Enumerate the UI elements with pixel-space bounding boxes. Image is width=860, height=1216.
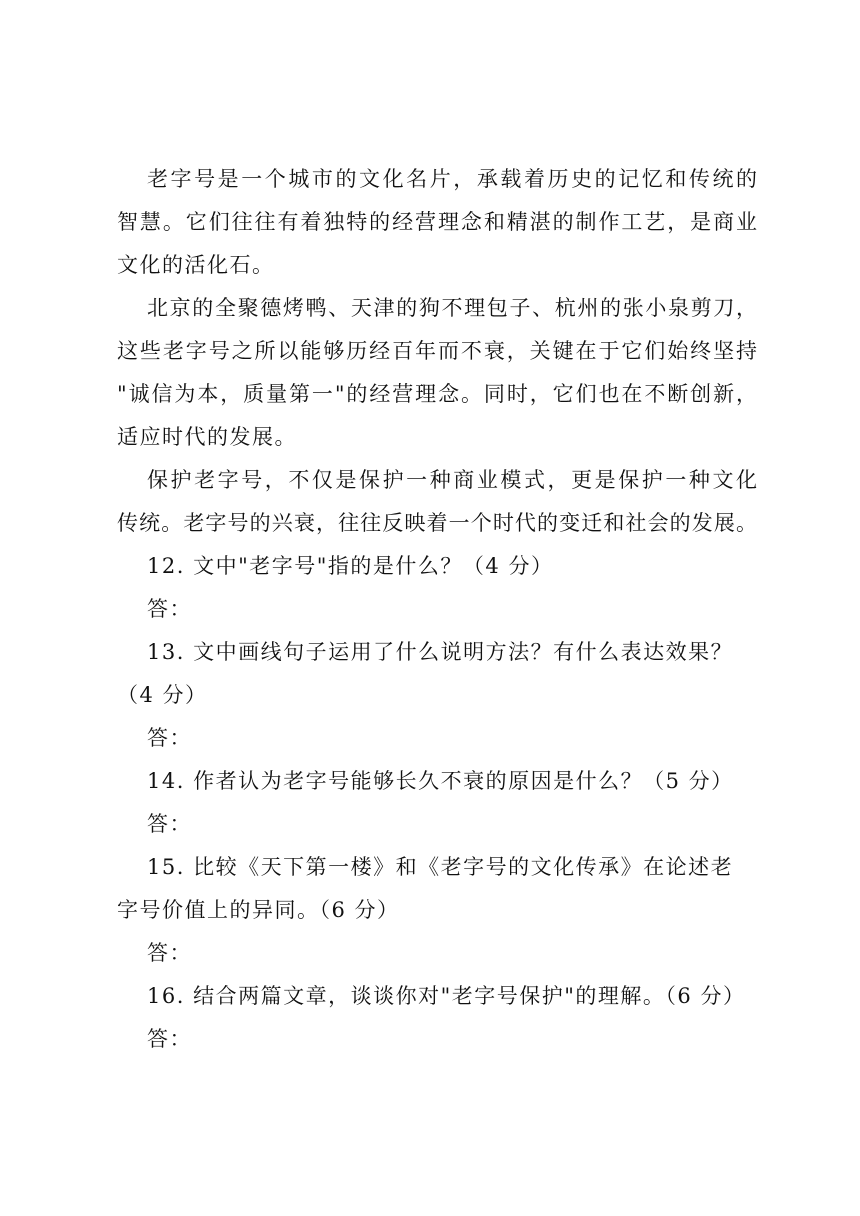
answer-label: 答： <box>147 941 192 965</box>
passage-line: 适应时代的发展。 <box>117 425 297 449</box>
question-number: 16. <box>147 984 185 1008</box>
passage-line: 北京的全聚德烤鸭、天津的狗不理包子、杭州的张小泉剪刀， <box>147 296 757 320</box>
question-text: 比较《天下第一楼》和《老字号的文化传承》在论述老 <box>193 855 734 879</box>
question-line <box>117 846 757 889</box>
question-12 <box>117 545 757 631</box>
question-13 <box>117 631 757 760</box>
question-line <box>117 545 757 588</box>
passage-line: 传统。老字号的兴衰，往往反映着一个时代的变迁和社会的发展。 <box>117 511 757 535</box>
passage-line: 老字号是一个城市的文化名片，承载着历史的记忆和传统的 <box>147 167 757 191</box>
question-16 <box>117 975 757 1061</box>
passage-paragraph-1 <box>117 158 757 287</box>
question-text: 作者认为老字号能够长久不衰的原因是什么？（5 分） <box>193 769 734 793</box>
question-continuation: 字号价值上的异同。（6 分） <box>117 898 400 922</box>
answer-label: 答： <box>147 597 192 621</box>
question-text: 文中"老字号"指的是什么？（4 分） <box>193 554 554 578</box>
question-text: 文中画线句子运用了什么说明方法？有什么表达效果？ <box>193 640 734 664</box>
passage-line: 文化的活化石。 <box>117 253 275 277</box>
answer-label: 答： <box>147 1027 192 1051</box>
question-line <box>117 975 757 1018</box>
passage-line: "诚信为本，质量第一"的经营理念。同时，它们也在不断创新， <box>117 382 757 406</box>
document-page <box>117 158 757 1061</box>
question-continuation: （4 分） <box>117 683 208 707</box>
passage-paragraph-3 <box>117 459 757 545</box>
passage-line: 保护老字号，不仅是保护一种商业模式，更是保护一种文化 <box>147 468 757 492</box>
question-number: 12. <box>147 554 185 578</box>
question-number: 13. <box>147 640 185 664</box>
question-number: 15. <box>147 855 185 879</box>
question-text: 结合两篇文章，谈谈你对"老字号保护"的理解。（6 分） <box>193 984 746 1008</box>
passage-paragraph-2 <box>117 287 757 459</box>
passage-line: 智慧。它们往往有着独特的经营理念和精湛的制作工艺，是商业 <box>117 210 757 234</box>
answer-label: 答： <box>147 812 192 836</box>
question-15 <box>117 846 757 975</box>
question-line <box>117 760 757 803</box>
answer-label: 答： <box>147 726 192 750</box>
passage-line: 这些老字号之所以能够历经百年而不衰，关键在于它们始终坚持 <box>117 339 757 363</box>
question-number: 14. <box>147 769 185 793</box>
question-14 <box>117 760 757 846</box>
question-line <box>117 631 757 674</box>
